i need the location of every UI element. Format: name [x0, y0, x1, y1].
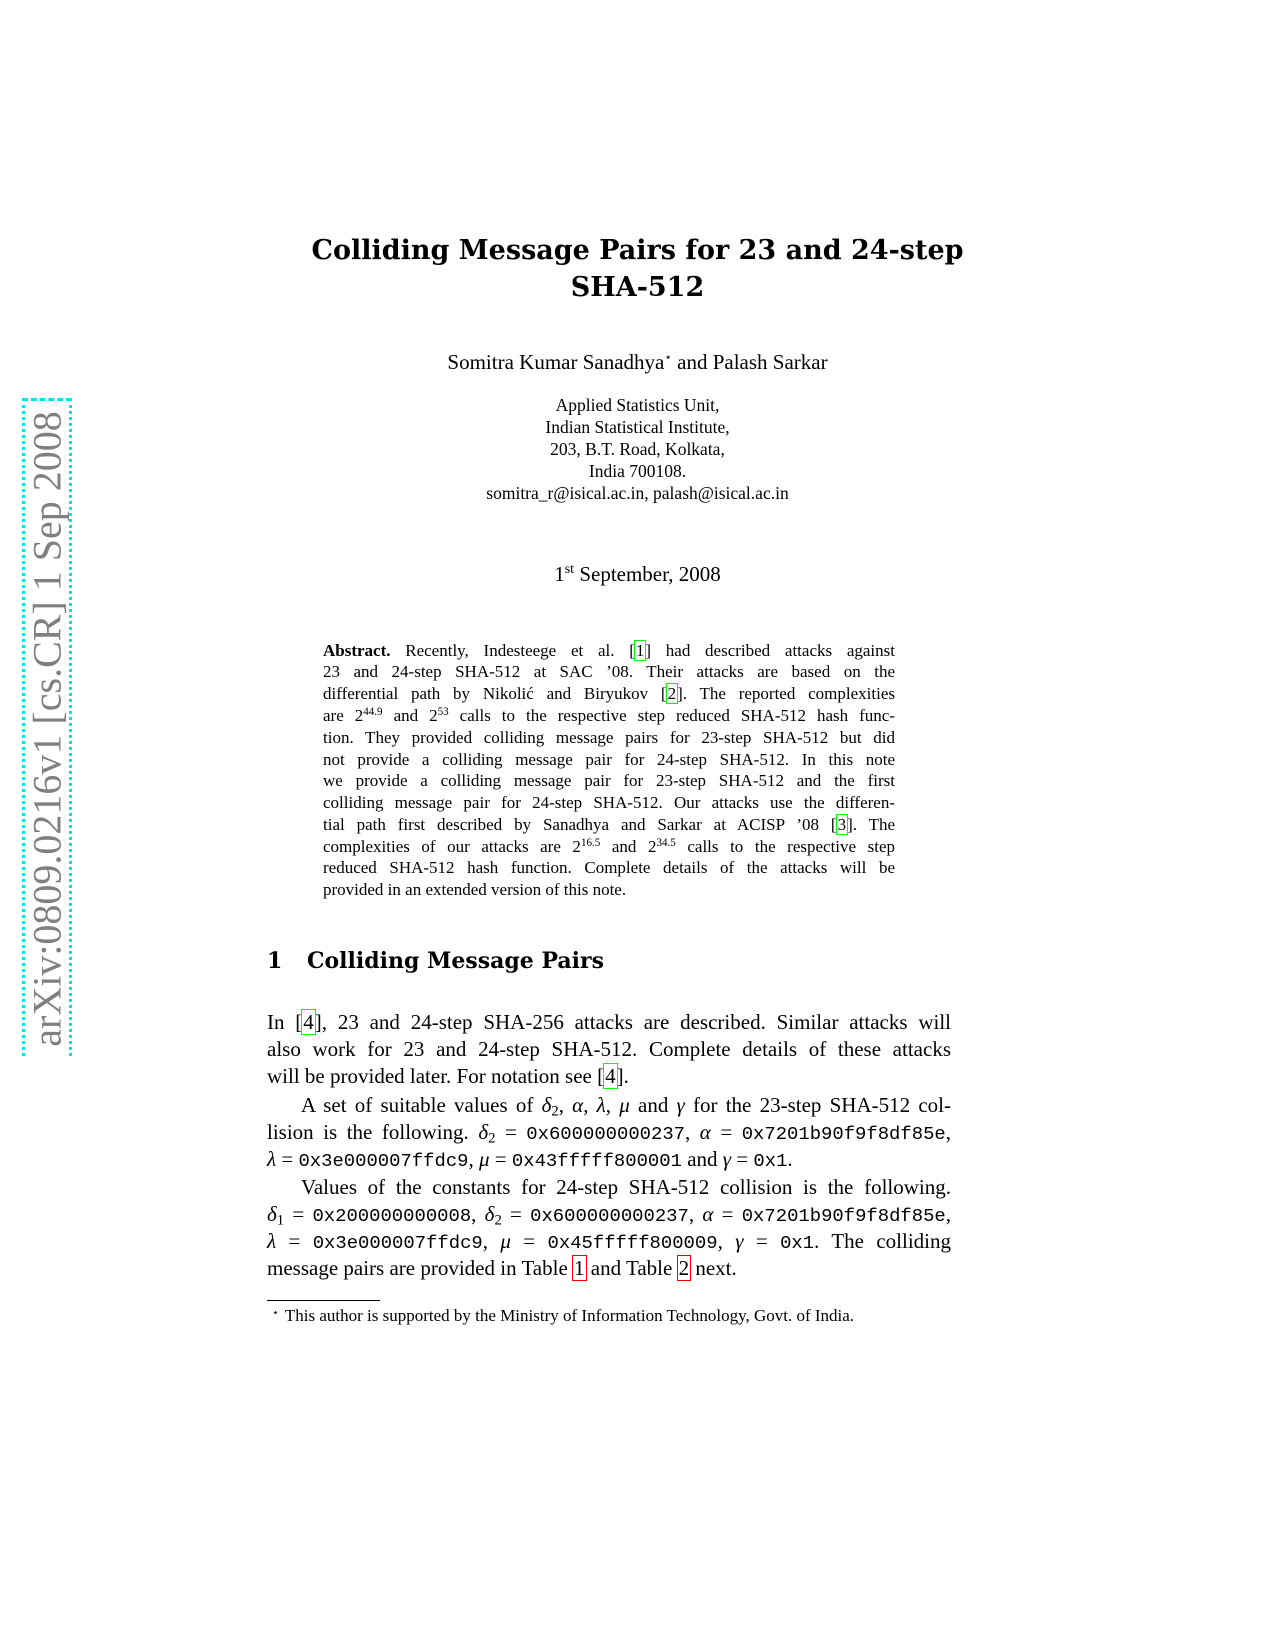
- text-line: [323, 640, 895, 662]
- hex-constant: 0x3e000007ffdc9: [298, 1150, 469, 1172]
- text-run: will be provided later. For notation see: [267, 1064, 598, 1088]
- math-symbol: δ: [484, 1202, 495, 1226]
- math-symbol: λ: [267, 1229, 277, 1253]
- text-line: [267, 1228, 951, 1255]
- text-run: . The colliding: [814, 1229, 952, 1253]
- superscript: 44.9: [363, 705, 383, 718]
- subscript: 2: [488, 1130, 496, 1147]
- citation-brackets: [831, 815, 853, 834]
- hex-constant: 0x7201b90f9f8df85e: [741, 1123, 946, 1145]
- date: [0, 562, 1275, 587]
- math-symbol: α: [702, 1202, 714, 1226]
- table-ref-link[interactable]: 1: [574, 1256, 585, 1280]
- text-run: .: [623, 1064, 629, 1088]
- paper-title: [0, 232, 1275, 306]
- text-run: next.: [690, 1256, 737, 1280]
- text-run: we provide a colliding message pair for 23-step SHA-512 and the first: [323, 771, 895, 790]
- text-run: had described attacks against: [651, 641, 895, 660]
- text-run: message pairs are provided in Table: [267, 1256, 574, 1280]
- text-line: [323, 879, 895, 901]
- text-run: =: [276, 1147, 299, 1171]
- math-symbol: α: [699, 1120, 711, 1144]
- text-line: [267, 1174, 951, 1201]
- subscript: 1: [276, 1212, 285, 1229]
- footnote: [272, 1306, 854, 1326]
- text-run: ,: [688, 1202, 703, 1226]
- hex-constant: 0x1: [753, 1150, 788, 1172]
- superscript: 53: [437, 705, 449, 718]
- author-emails: somitra_r@isical.ac.in, palash@isical.ac.in: [486, 483, 789, 503]
- text-run: ,: [605, 1093, 620, 1117]
- citation-link[interactable]: 2: [667, 684, 677, 703]
- abstract-label: Abstract.: [323, 641, 391, 660]
- citation-brackets: [597, 1064, 624, 1088]
- citation-link[interactable]: 4: [605, 1064, 616, 1088]
- math-symbol: δ: [541, 1093, 552, 1117]
- text-run: =: [276, 1229, 313, 1253]
- section-title: Colliding Message Pairs: [307, 948, 604, 974]
- math-symbol: δ: [478, 1120, 489, 1144]
- citation-brackets: [661, 684, 683, 703]
- affiliation: [0, 394, 1275, 504]
- section-number: 1: [267, 948, 283, 974]
- footnote-rule: [267, 1300, 380, 1301]
- hex-constant: 0x200000000008: [312, 1205, 472, 1227]
- text-run: are 2: [323, 706, 364, 725]
- math-symbol: γ: [722, 1147, 732, 1171]
- text-run: complexities of our attacks are 2: [323, 837, 581, 856]
- text-line: [267, 1092, 951, 1119]
- math-symbol: δ: [267, 1202, 277, 1226]
- footnote-marker: ⋆: [272, 1307, 279, 1319]
- citation-brackets: [295, 1010, 322, 1034]
- author-name: and Palash Sarkar: [671, 350, 828, 374]
- math-symbol: γ: [676, 1093, 685, 1117]
- text-run: =: [743, 1229, 781, 1253]
- math-symbol: α: [572, 1093, 584, 1117]
- text-line: [323, 814, 895, 836]
- text-line: [323, 749, 895, 771]
- subscript: 2: [551, 1103, 559, 1120]
- text-run: ,: [482, 1229, 501, 1253]
- text-run: lision is the following.: [267, 1120, 479, 1144]
- text-run: not provide a colliding message pair for 24-step SHA-512. In this note: [323, 750, 895, 769]
- text-run: =: [713, 1202, 742, 1226]
- text-run: tion. They provided colliding message pairs for 23-step SHA-512 but did: [323, 728, 895, 747]
- text-run: =: [510, 1229, 548, 1253]
- text-run: =: [495, 1120, 527, 1144]
- text-run: ,: [945, 1202, 952, 1226]
- affiliation-line: India 700108.: [588, 461, 687, 481]
- text-run: for the 23-step SHA-512 col-: [684, 1093, 951, 1117]
- text-run: =: [710, 1120, 742, 1144]
- citation-link[interactable]: 3: [837, 815, 847, 834]
- text-line: [323, 770, 895, 792]
- citation-brackets: [629, 641, 651, 660]
- hex-constant: 0x600000000237: [530, 1205, 689, 1227]
- text-line: [323, 705, 895, 727]
- text-line: [267, 1119, 951, 1146]
- text-line: [323, 792, 895, 814]
- affiliation-line: Indian Statistical Institute,: [545, 417, 730, 437]
- text-line: [267, 1009, 951, 1036]
- math-symbol: γ: [735, 1229, 744, 1253]
- math-symbol: μ: [619, 1093, 630, 1117]
- text-line: [323, 857, 895, 879]
- text-run: calls to the respective step reduced SHA-512 hash func-: [448, 706, 895, 725]
- hex-constant: 0x600000000237: [526, 1123, 686, 1145]
- text-run: and: [629, 1093, 677, 1117]
- text-line: [267, 1201, 951, 1228]
- text-run: ,: [945, 1120, 951, 1144]
- text-run: ,: [685, 1120, 700, 1144]
- text-run: =: [731, 1147, 754, 1171]
- authors: [0, 350, 1275, 375]
- text-run: ,: [583, 1093, 597, 1117]
- date-rest: September, 2008: [574, 562, 721, 586]
- text-run: provided in an extended version of this note.: [323, 880, 627, 899]
- citation-link[interactable]: 1: [635, 641, 645, 660]
- author-name: Somitra Kumar Sanadhya: [447, 350, 665, 374]
- text-run: ,: [468, 1147, 479, 1171]
- text-run: differential path by Nikolić and Biryukov: [323, 684, 661, 703]
- text-run: 23 and 24-step SHA-512 at SAC ’08. Their attacks are based on the: [323, 662, 895, 681]
- text-line: [323, 836, 895, 858]
- text-run: and: [681, 1147, 723, 1171]
- text-run: also work for 23 and 24-step SHA-512. Complete details of these attacks: [267, 1037, 951, 1061]
- title-line: SHA-512: [570, 272, 705, 303]
- affiliation-line: Applied Statistics Unit,: [555, 395, 720, 415]
- text-run: and Table: [585, 1256, 678, 1280]
- superscript: 34.5: [656, 836, 676, 849]
- table-ref-link[interactable]: 2: [678, 1256, 690, 1280]
- text-run: ,: [717, 1229, 736, 1253]
- text-run: reduced SHA-512 hash function. Complete details of the attacks will be: [323, 858, 895, 877]
- citation-link[interactable]: 4: [303, 1010, 314, 1034]
- math-symbol: λ: [596, 1093, 606, 1117]
- footnote-text: This author is supported by the Ministry of Information Technology, Govt. of India.: [284, 1306, 855, 1325]
- text-run: tial path first described by Sanadhya and Sarkar at ACISP ’08: [323, 815, 831, 834]
- text-run: Values of the constants for 24-step SHA-512 collision is the following.: [301, 1175, 951, 1199]
- math-symbol: μ: [500, 1229, 511, 1253]
- date-day: 1: [554, 562, 565, 586]
- title-line: Colliding Message Pairs for 23 and 24-step: [311, 235, 964, 266]
- text-run: calls to the respective step: [675, 837, 896, 856]
- text-run: Recently, Indesteege et al.: [390, 641, 630, 660]
- text-run: . The: [852, 815, 896, 834]
- arxiv-identifier: arXiv:0809.0216v1 [cs.CR] 1 Sep 2008: [24, 410, 70, 1047]
- text-run: =: [501, 1202, 531, 1226]
- affiliation-line: 203, B.T. Road, Kolkata,: [550, 439, 725, 459]
- text-run: ,: [471, 1202, 485, 1226]
- text-line: [267, 1255, 951, 1282]
- hex-constant: 0x3e000007ffdc9: [312, 1232, 483, 1254]
- text-run: =: [489, 1147, 512, 1171]
- text-run: and 2: [600, 837, 657, 856]
- text-run: and 2: [382, 706, 438, 725]
- text-run: ,: [558, 1093, 573, 1117]
- subscript: 2: [494, 1212, 502, 1229]
- math-symbol: μ: [479, 1147, 490, 1171]
- date-ordinal: st: [564, 562, 575, 577]
- text-line: [323, 727, 895, 749]
- hex-constant: 0x45fffff800009: [547, 1232, 718, 1254]
- text-line: [267, 1063, 951, 1090]
- footnote-marker[interactable]: ⋆: [664, 350, 672, 364]
- hex-constant: 0x1: [780, 1232, 815, 1254]
- text-run: colliding message pair for 24-step SHA-512. Our attacks use the differen-: [323, 793, 895, 812]
- text-run: .: [787, 1147, 793, 1171]
- math-symbol: λ: [267, 1147, 277, 1171]
- text-line: [323, 661, 895, 683]
- text-line: [323, 683, 895, 705]
- superscript: 16.5: [580, 836, 601, 849]
- text-run: , 23 and 24-step SHA-256 attacks are described. Similar attacks will: [321, 1010, 951, 1034]
- hex-constant: 0x7201b90f9f8df85e: [741, 1205, 946, 1227]
- section-heading: [267, 948, 604, 974]
- text-run: A set of suitable values of: [301, 1093, 542, 1117]
- text-line: [267, 1036, 951, 1063]
- text-line: [267, 1146, 951, 1173]
- text-run: =: [284, 1202, 313, 1226]
- text-run: . The reported complexities: [682, 684, 895, 703]
- text-run: In: [267, 1010, 296, 1034]
- hex-constant: 0x43fffff800001: [511, 1150, 682, 1172]
